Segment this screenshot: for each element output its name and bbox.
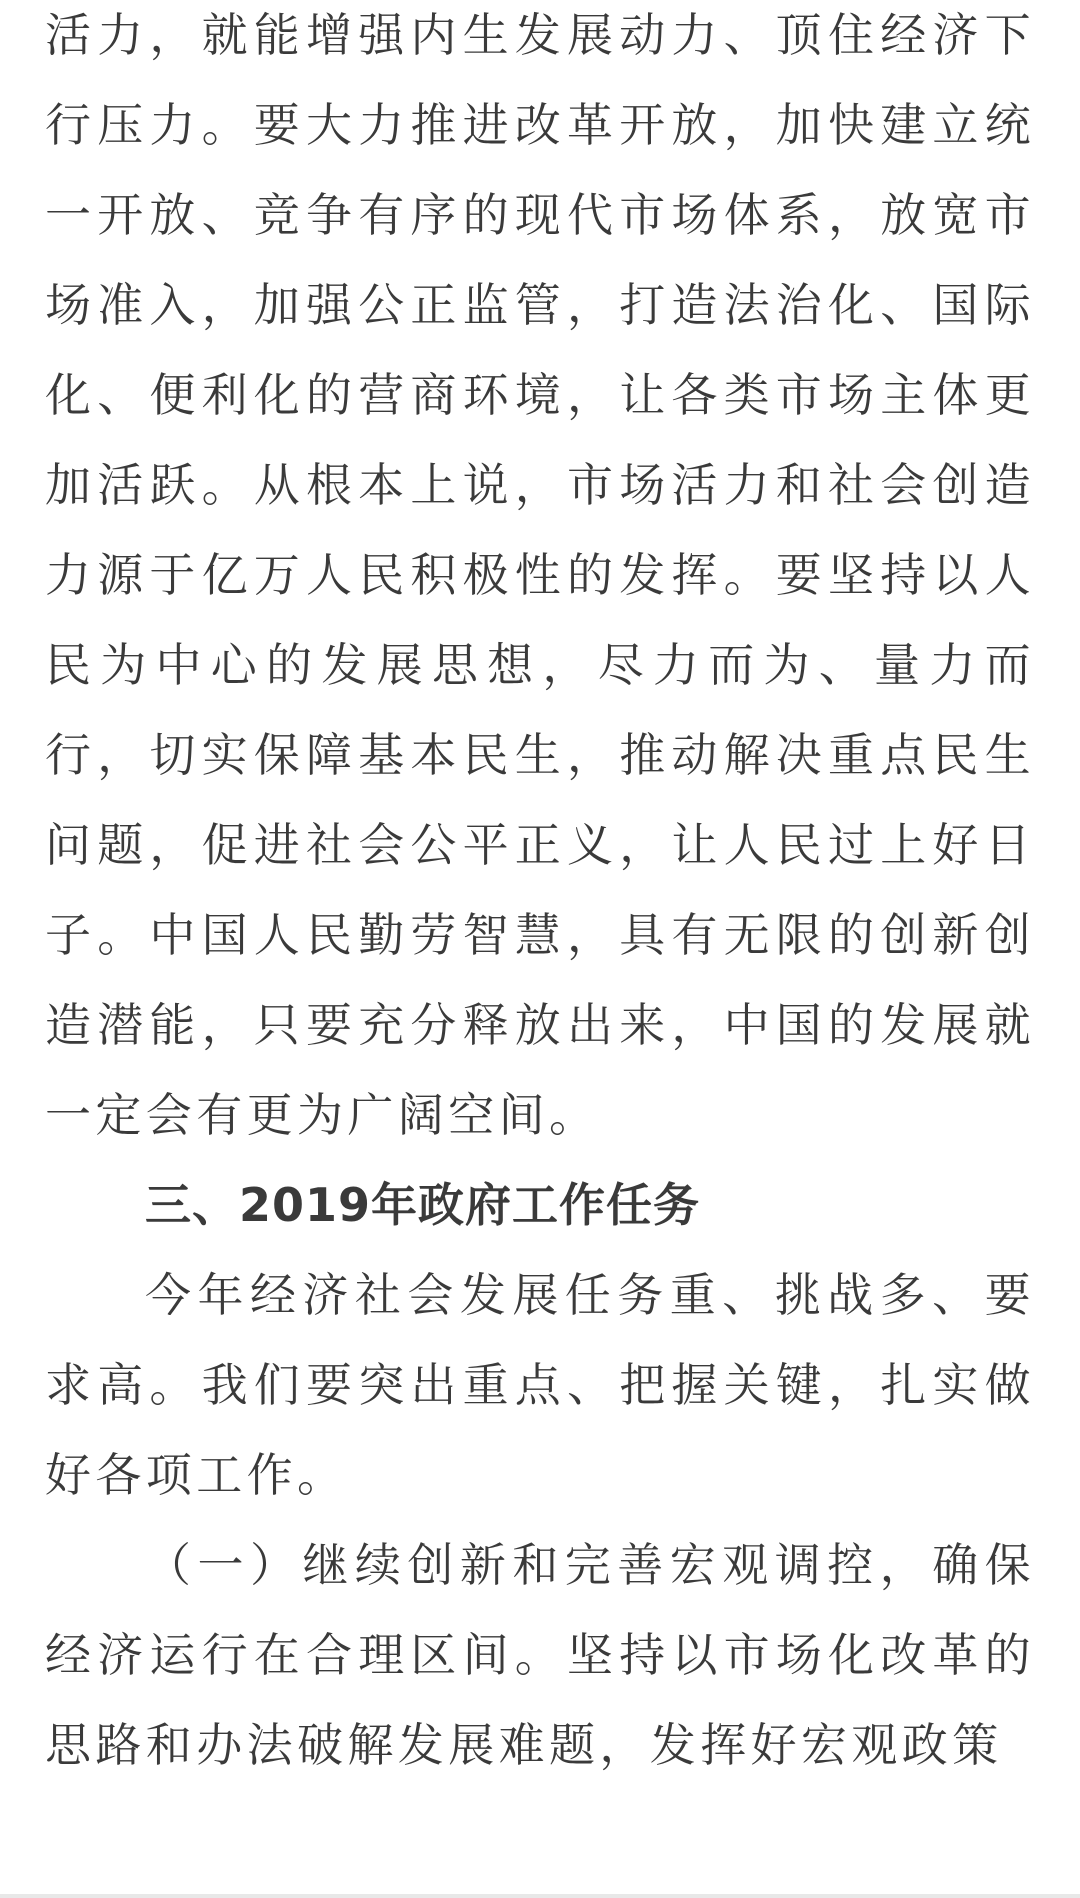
- article-paragraph: （一）继续创新和完善宏观调控，确保经济运行在合理区间。坚持以市场化改革的思路和办法破解发展难题，发挥好宏观政策: [45, 1538, 1035, 1772]
- section-heading: 三、2019年政府工作任务: [145, 1178, 701, 1232]
- article-paragraph: 今年经济社会发展任务重、挑战多、要求高。我们要突出重点、把握关键，扎实做好各项工作。: [45, 1268, 1035, 1502]
- article-paragraph: 活力，就能增强内生发展动力、顶住经济下行压力。要大力推进改革开放，加快建立统一开放、竞争有序的现代市场体系，放宽市场准入，加强公正监管，打造法治化、国际化、便利化的营商环境，让各类市场主体更加活跃。从根本上说，市场活力和社会创造力源于亿万人民积极性的发挥。要坚持以人民为中心的发展思想，尽力而为、量力而行，切实保障基本民生，推动解决重点民生问题，促进社会公平正义，让人民过上好日子。中国人民勤劳智慧，具有无限的创新创造潜能，只要充分释放出来，中国的发展就一定会有更为广阔空间。: [45, 8, 1035, 1142]
- article-body: [45, 0, 1035, 1790]
- bottom-divider: [0, 1894, 1080, 1898]
